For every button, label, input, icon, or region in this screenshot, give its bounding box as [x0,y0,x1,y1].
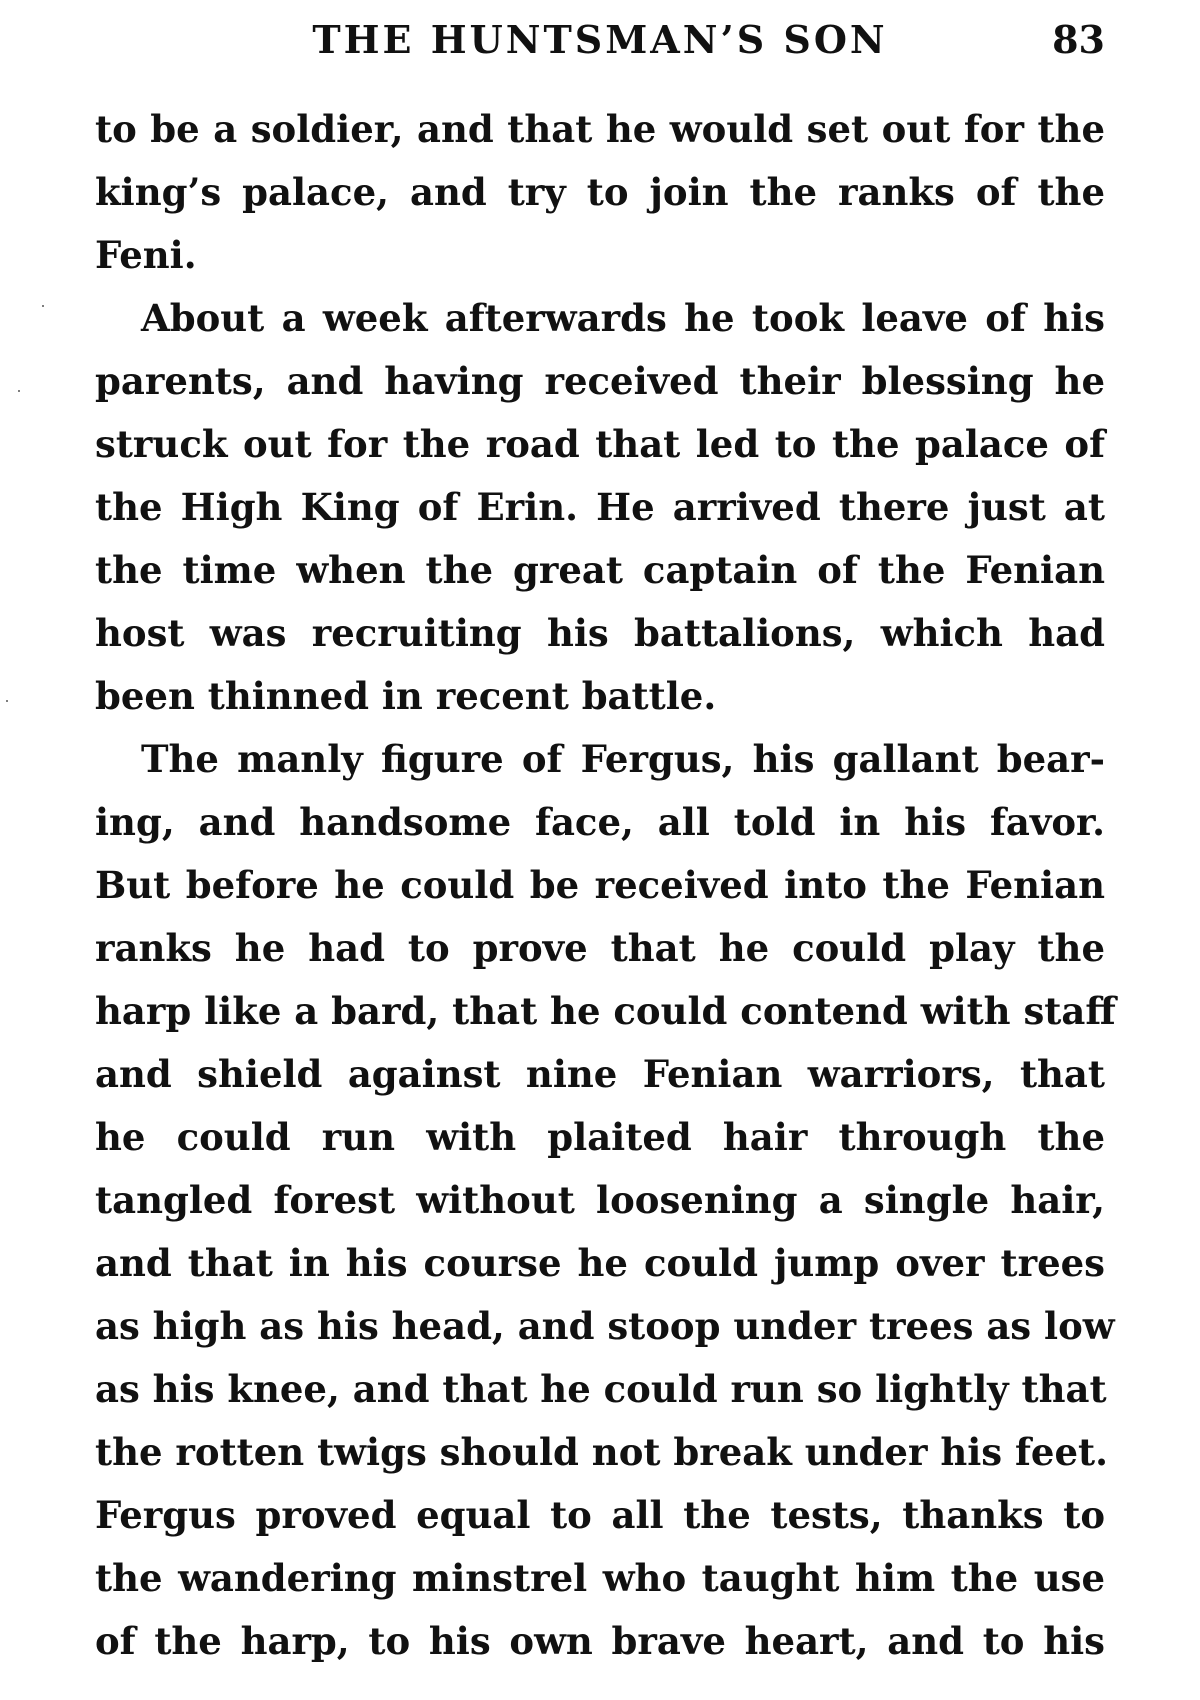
text-line: Fergus proved equal to all the tests, thanks to [95,1493,1105,1537]
text-line: But before he could be received into the Fenian [95,863,1105,907]
paragraph-1 [95,98,1105,287]
text-line: of the harp, to his own brave heart, and to his [95,1619,1105,1663]
text-line: and shield against nine Fenian warriors, that [95,1052,1105,1096]
text-line: tangled forest without loosening a single hair, [95,1178,1105,1222]
text-line: harp like a bard, that he could contend with staff [95,989,1116,1033]
text-line: as high as his head, and stoop under trees as low [95,1304,1115,1348]
text-line: ranks he had to prove that he could play the [95,926,1105,970]
text-line: About a week afterwards he took leave of his [141,296,1105,340]
body-text [95,98,1116,1673]
text-line: the High King of Erin. He arrived there just at [95,485,1105,529]
text-line: host was recruiting his battalions, which had [95,611,1105,655]
text-line: to be a soldier, and that he would set out for the [95,107,1105,151]
page-number: 83 [1052,17,1105,62]
paragraph-2 [95,287,1105,728]
scan-speck [18,390,20,392]
running-head [95,10,1105,70]
text-line: ing, and handsome face, all told in his favor. [95,800,1105,844]
text-line: struck out for the road that led to the palace of [95,422,1105,466]
text-line: been thinned in recent battle. [95,674,717,718]
text-line: and that in his course he could jump over trees [95,1241,1105,1285]
text-line: the rotten twigs should not break under his feet. [95,1430,1108,1474]
text-line: The manly figure of Fergus, his gallant bear- [141,737,1105,781]
text-line: as his knee, and that he could run so lightly that [95,1367,1107,1411]
scan-speck [6,700,8,702]
text-line: he could run with plaited hair through the [95,1115,1105,1159]
text-line: Feni. [95,233,197,277]
text-line: parents, and having received their blessing he [95,359,1105,403]
text-line: the time when the great captain of the Fenian [95,548,1105,592]
running-title: THE HUNTSMAN’S SON [312,17,888,62]
paragraph-3 [95,728,1116,1673]
text-line: king’s palace, and try to join the ranks of the [95,170,1105,214]
text-line: the wandering minstrel who taught him the use [95,1556,1105,1600]
scan-speck [42,305,44,307]
